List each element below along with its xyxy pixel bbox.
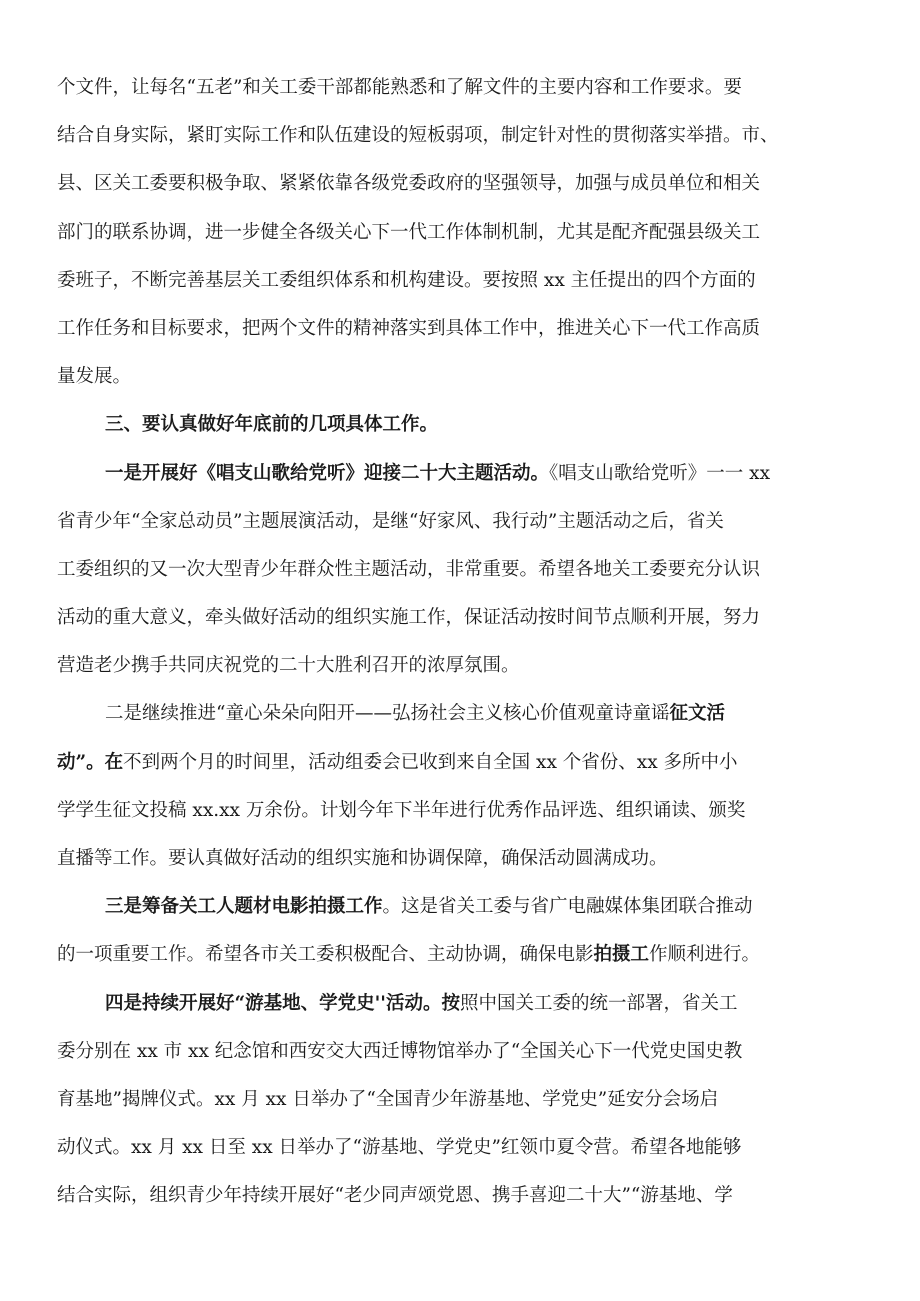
text-line: 结合实际，组织青少年持续开展好“老少同声颂党恩、携手喜迎二十大”“游基地、学 bbox=[57, 1185, 733, 1207]
text-line: 部门的联系协调，进一步健全各级关心下一代工作体制机制，尤其是配齐配强县级关工 bbox=[57, 221, 761, 243]
text-line: 委班子，不断完善基层关工委组织体系和机构建设。要按照 xx 主任提出的四个方面的 bbox=[57, 269, 756, 291]
text-line: 工作任务和目标要求，把两个文件的精神落实到具体工作中，推进关心下一代工作高质 bbox=[57, 317, 761, 339]
item-bold-text: 征文活 bbox=[669, 703, 725, 725]
text-line: 省青少年“全家总动员”主题展演活动，是继“好家风、我行动”主题活动之后，省关 bbox=[57, 510, 724, 532]
item-lead: 三是筹备关工人题材电影拍摄工作 bbox=[105, 896, 383, 918]
item-lead: 四是持续开展好“游基地、学党史''活动。按 bbox=[105, 992, 460, 1014]
item-first-line bbox=[57, 986, 877, 1034]
item-bold-text: 动”。在 bbox=[57, 751, 124, 773]
text-line: 活动的重大意义，牵头做好活动的组织实施工作，保证活动按时间节点顺利开展，努力 bbox=[57, 607, 761, 629]
text-line: 直播等工作。要认真做好活动的组织实施和协调保障，确保活动圆满成功。 bbox=[57, 848, 668, 869]
text-line: 量发展。 bbox=[57, 366, 132, 388]
text-line: 动仪式。xx 月 xx 日至 xx 日举办了“游基地、学党史”红领巾夏令营。希望各地能够 bbox=[57, 1137, 742, 1159]
document-page bbox=[57, 70, 877, 1227]
item-text: 不到两个月的时间里，活动组委会已收到来自全国 xx 个省份、xx 多所中小 bbox=[123, 751, 738, 773]
item-text: 作顺利进行。 bbox=[649, 944, 761, 966]
item-lead: 一是开展好《唱支山歌给党听》迎接二十大主题活动。 bbox=[105, 462, 550, 484]
item-first-line bbox=[57, 696, 877, 744]
text-line: 育基地”揭牌仪式。xx 月 xx 日举办了“全国青少年游基地、学党史”延安分会场启 bbox=[57, 1088, 719, 1110]
text-line: 个文件，让每名“五老”和关工委干部都能熟悉和了解文件的主要内容和工作要求。要 bbox=[57, 77, 742, 98]
section-heading: 三、要认真做好年底前的几项具体工作。 bbox=[105, 414, 439, 436]
text-line: 结合自身实际，紧盯实际工作和队伍建设的短板弱项，制定针对性的贯彻落实举措。市、 bbox=[57, 125, 779, 147]
text-line bbox=[57, 745, 877, 793]
item-text: 的一项重要工作。希望各市关工委积极配合、主动协调，确保电影 bbox=[57, 944, 594, 966]
text-line: 委分别在 xx 市 xx 纪念馆和西安交大西迁博物馆举办了“全国关心下一代党史国史教 bbox=[57, 1040, 743, 1062]
item-first-line bbox=[57, 889, 877, 937]
item-text: 照中国关工委的统一部署，省关工 bbox=[459, 992, 738, 1014]
text-line bbox=[57, 937, 877, 985]
item-text: 《唱支山歌给党听》一一 xx bbox=[549, 462, 771, 484]
item-bold-text: 拍摄工 bbox=[593, 944, 650, 966]
text-line: 营造老少携手共同庆祝党的二十大胜利召开的浓厚氛围。 bbox=[57, 655, 520, 677]
item-text: 二是继续推进“童心朵朵向阳开——弘扬社会主义核心价值观童诗童谣 bbox=[105, 703, 670, 725]
item-text: 。这是省关工委与省广电融媒体集团联合推动 bbox=[382, 896, 753, 918]
text-line: 县、区关工委要积极争取、紧紧依靠各级党委政府的坚强领导，加强与成员单位和相关 bbox=[57, 173, 761, 195]
text-line: 学学生征文投稿 xx.xx 万余份。计划今年下半年进行优秀作品评选、组织诵读、颁奖 bbox=[57, 799, 746, 821]
text-line: 工委组织的又一次大型青少年群众性主题活动，非常重要。希望各地关工委要充分认识 bbox=[57, 558, 761, 580]
item-first-line bbox=[57, 456, 877, 504]
